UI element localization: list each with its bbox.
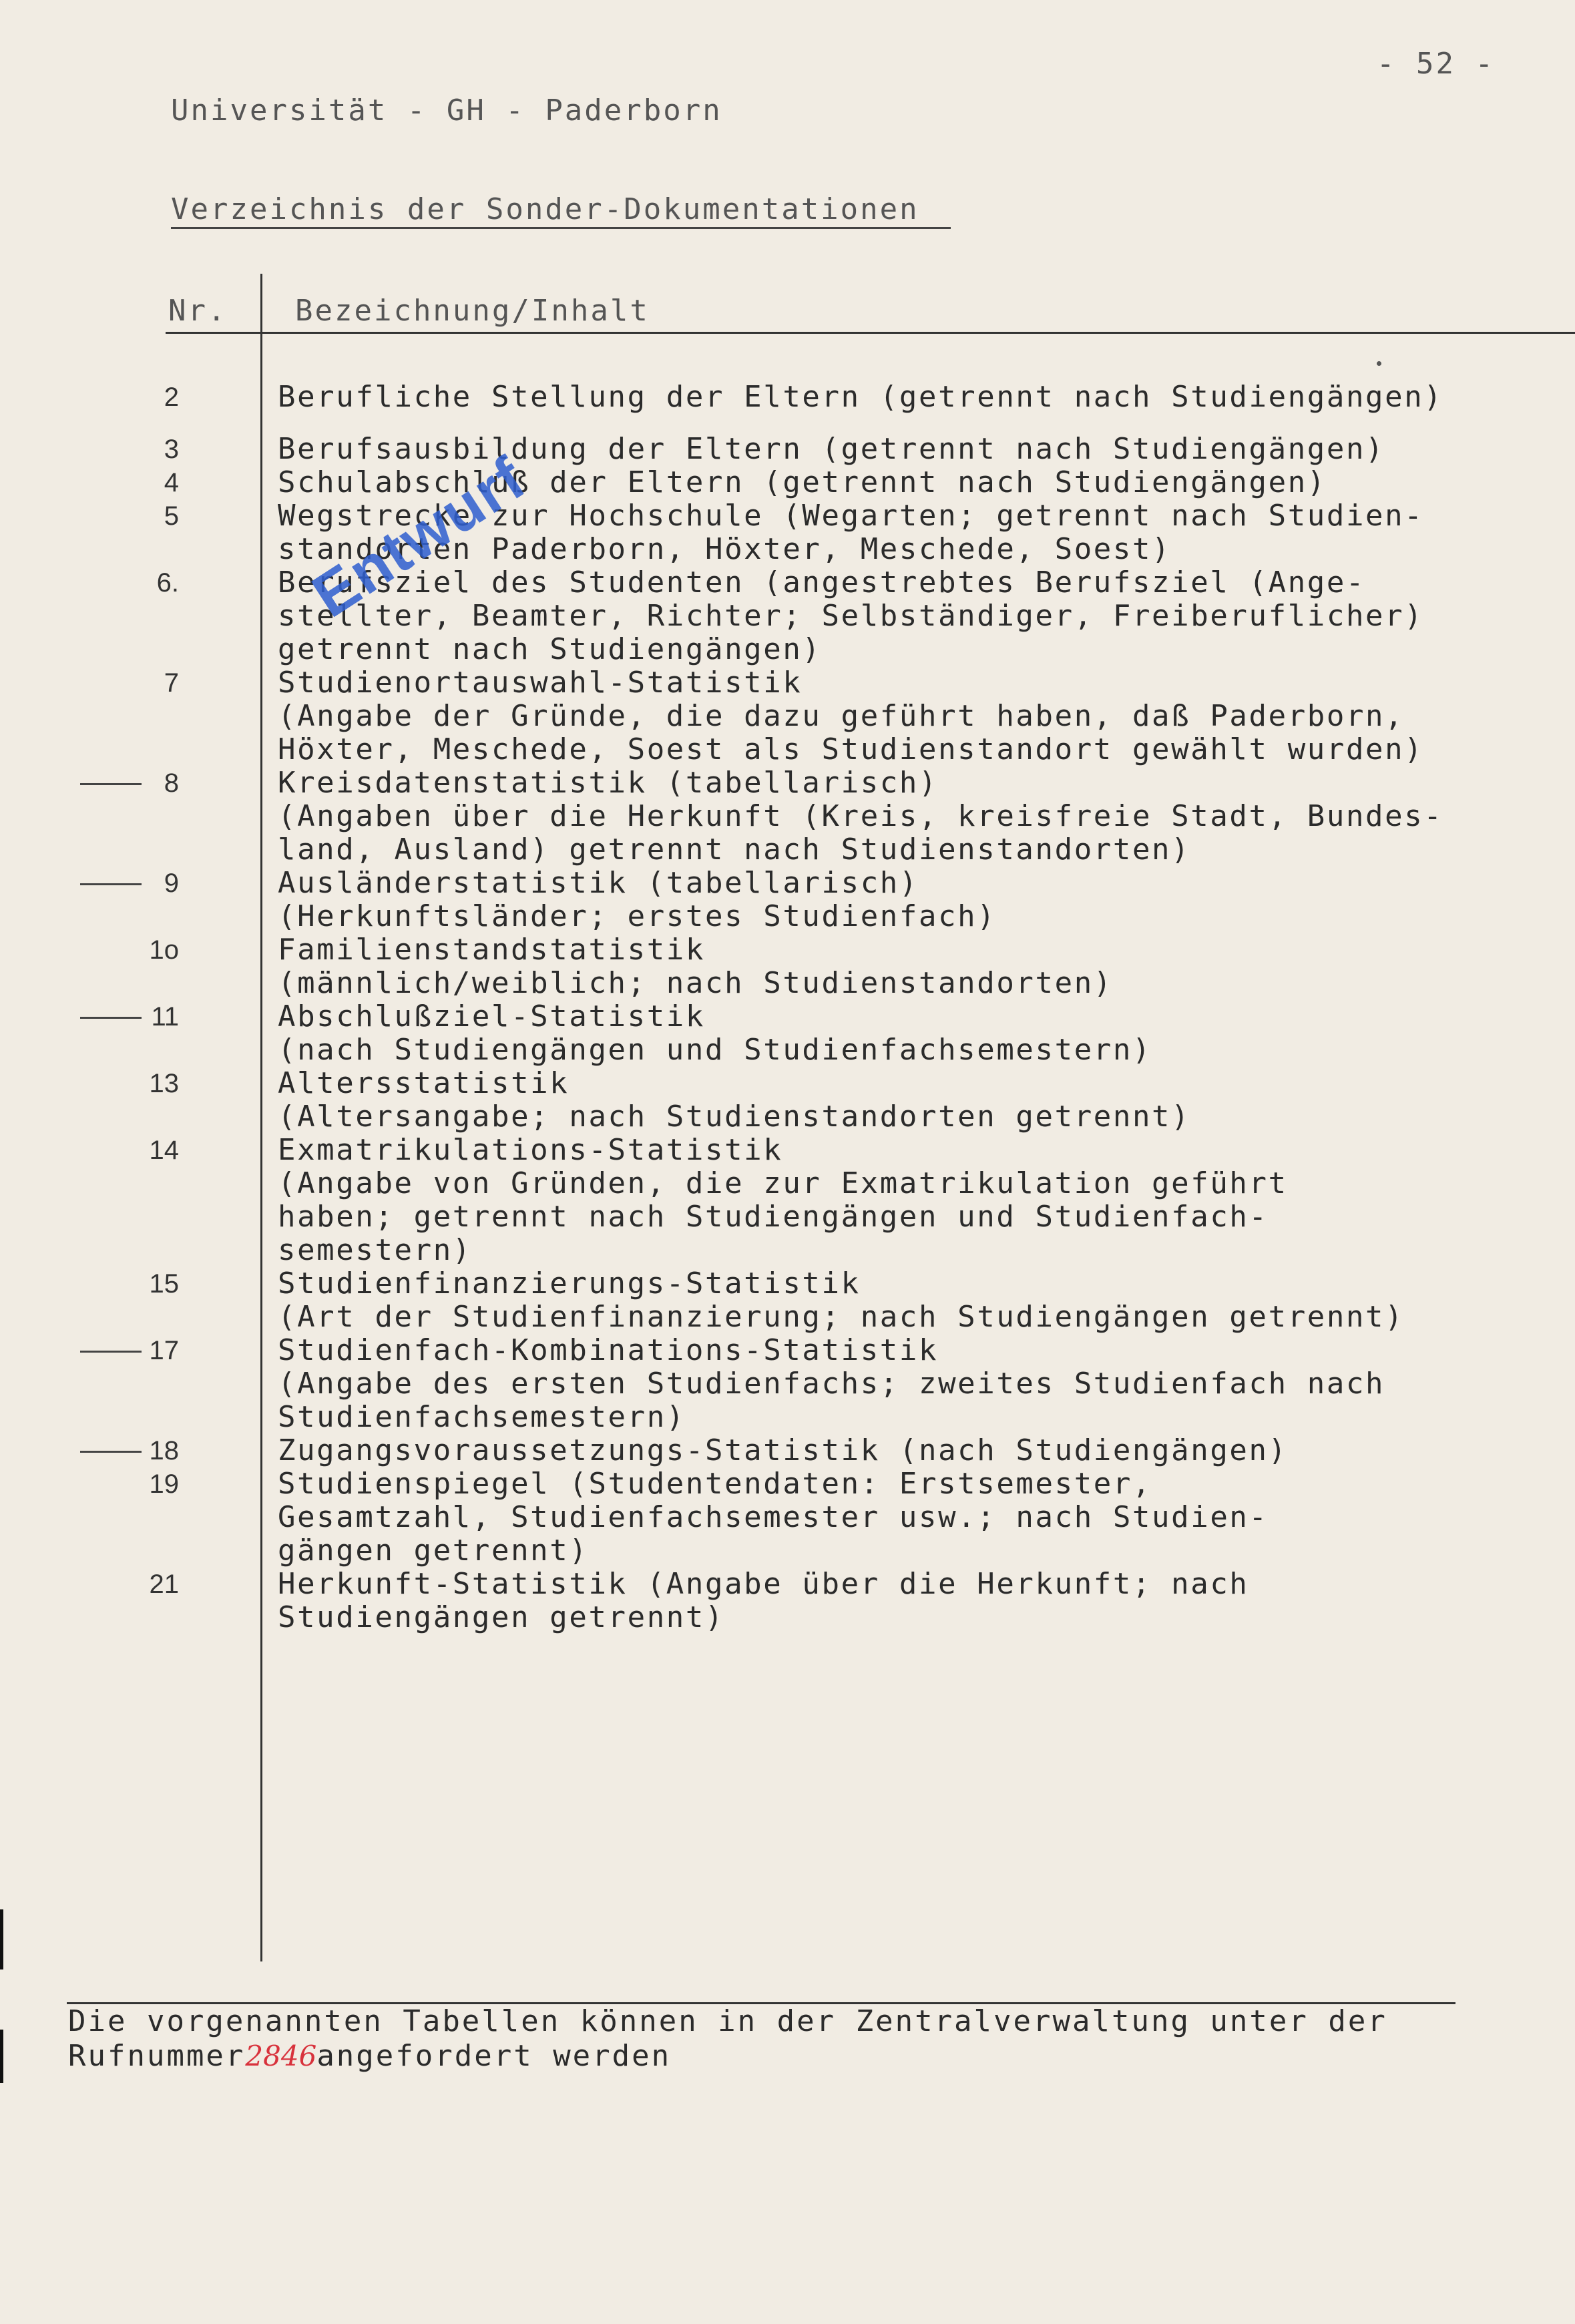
table-row — [0, 766, 1575, 867]
table-row — [0, 1134, 1575, 1267]
entry-description: Altersstatistik (Altersangabe; nach Studienstandorten getrennt) — [278, 1066, 1191, 1134]
entry-number: 11 — [151, 1002, 179, 1031]
table-row — [0, 1568, 1575, 1634]
table-row — [0, 433, 1575, 466]
entry-description: Studienortauswahl-Statistik (Angabe der Gründe, die dazu geführt haben, daß Paderborn, Höxter, Meschede, Soest als Studienstandort gewählt wurden) — [278, 666, 1424, 766]
table-row — [0, 1434, 1575, 1467]
table-row — [0, 1334, 1575, 1434]
table-row — [0, 666, 1575, 766]
entry-number: 19 — [149, 1469, 179, 1499]
entry-number: 15 — [149, 1269, 179, 1299]
entry-description: Ausländerstatistik (tabellarisch) (Herkunftsländer; erstes Studienfach) — [278, 866, 997, 933]
entry-number: 9 — [164, 869, 179, 898]
entry-number: 13 — [149, 1069, 179, 1098]
table-row — [0, 1000, 1575, 1067]
footer-note — [68, 2004, 1387, 2074]
column-header-bezeichnung: Bezeichnung/Inhalt — [295, 294, 650, 328]
table-row — [0, 1267, 1575, 1334]
table-row — [0, 1467, 1575, 1568]
entry-number: 7 — [164, 668, 179, 698]
entry-description: Berufliche Stellung der Eltern (getrennt nach Studiengängen) — [278, 380, 1443, 414]
entry-description: Studienspiegel (Studentendaten: Erstsemester, Gesamtzahl, Studienfachsemester usw.; nach Studien- gängen getrennt) — [278, 1467, 1269, 1568]
entry-number: 8 — [164, 768, 179, 798]
entry-number: 5 — [164, 501, 179, 531]
scan-edge-mark — [0, 2030, 3, 2083]
entry-number: 14 — [149, 1136, 179, 1165]
table-row — [0, 499, 1575, 566]
footer-line-2-suffix: angefordert werden — [316, 2039, 672, 2073]
handwritten-phone-number: 2846 — [245, 2040, 317, 2072]
pencil-check-mark — [80, 1351, 142, 1353]
pencil-check-mark — [80, 883, 142, 885]
table-row — [0, 867, 1575, 933]
entry-description: Exmatrikulations-Statistik (Angabe von Gründen, die zur Exmatrikulation geführt haben; getrennt nach Studiengängen und Studienfach- semestern) — [278, 1133, 1288, 1267]
entry-description: Familienstandstatistik (männlich/weiblich; nach Studienstandorten) — [278, 933, 1113, 1000]
document-title: Verzeichnis der Sonder-Dokumentationen — [171, 192, 919, 226]
institution-name: Universität - GH - Paderborn — [171, 93, 722, 128]
entry-description: Studienfinanzierungs-Statistik (Art der Studienfinanzierung; nach Studiengängen getrennt) — [278, 1266, 1405, 1334]
entry-description: Wegstrecke zur Hochschule (Wegarten; getrennt nach Studien- standorten Paderborn, Höxter, Meschede, Soest) — [278, 499, 1424, 566]
page-number: - 52 - — [1377, 47, 1495, 81]
table-row — [0, 933, 1575, 1000]
entry-number: 1o — [149, 935, 179, 965]
entry-number: 18 — [149, 1436, 179, 1465]
entry-description: Studienfach-Kombinations-Statistik (Angabe des ersten Studienfachs; zweites Studienfach nach Studienfachsemestern) — [278, 1333, 1385, 1434]
table-row — [0, 381, 1575, 414]
pencil-check-mark — [80, 1451, 142, 1453]
entry-number: 3 — [164, 435, 179, 464]
entry-description: Berufsziel des Studenten (angestrebtes Berufsziel (Ange- stellter, Beamter, Richter; Selbständiger, Freiberuflicher) getrennt nach Studiengängen) — [278, 565, 1424, 666]
pencil-check-mark — [80, 1017, 142, 1019]
ink-dot — [1377, 361, 1381, 366]
entry-description: Zugangsvoraussetzungs-Statistik (nach Studiengängen) — [278, 1433, 1288, 1467]
table-row — [0, 466, 1575, 499]
header-rule — [166, 332, 1575, 334]
entry-number: 17 — [149, 1336, 179, 1365]
entry-description: Herkunft-Statistik (Angabe über die Herkunft; nach Studiengängen getrennt) — [278, 1567, 1249, 1634]
title-underline — [171, 227, 951, 229]
footer-line-2-prefix: Rufnummer — [68, 2039, 246, 2073]
entwurf-stamp: Entwurf — [300, 443, 538, 631]
entry-description: Schulabschluß der Eltern (getrennt nach Studiengängen) — [278, 465, 1327, 499]
entry-description: Abschlußziel-Statistik (nach Studiengängen und Studienfachsemestern) — [278, 999, 1152, 1067]
entry-number: 6. — [156, 568, 179, 598]
column-header-nr: Nr. — [168, 294, 228, 328]
table-row — [0, 566, 1575, 666]
entry-description: Berufsausbildung der Eltern (getrennt nach Studiengängen) — [278, 432, 1385, 466]
entry-number: 4 — [164, 468, 179, 497]
entry-description: Kreisdatenstatistik (tabellarisch) (Angaben über die Herkunft (Kreis, kreisfreie Stadt, Bundes- land, Ausland) getrennt nach Studienstandorten) — [278, 766, 1443, 867]
entry-number: 2 — [164, 383, 179, 412]
entry-number: 21 — [149, 1570, 179, 1599]
pencil-check-mark — [80, 783, 142, 785]
table-row — [0, 1067, 1575, 1134]
footer-line-1: Die vorgenannten Tabellen können in der Zentralverwaltung unter der — [68, 2004, 1387, 2038]
entry-list — [0, 381, 1575, 1634]
scan-edge-mark — [0, 1909, 3, 1969]
